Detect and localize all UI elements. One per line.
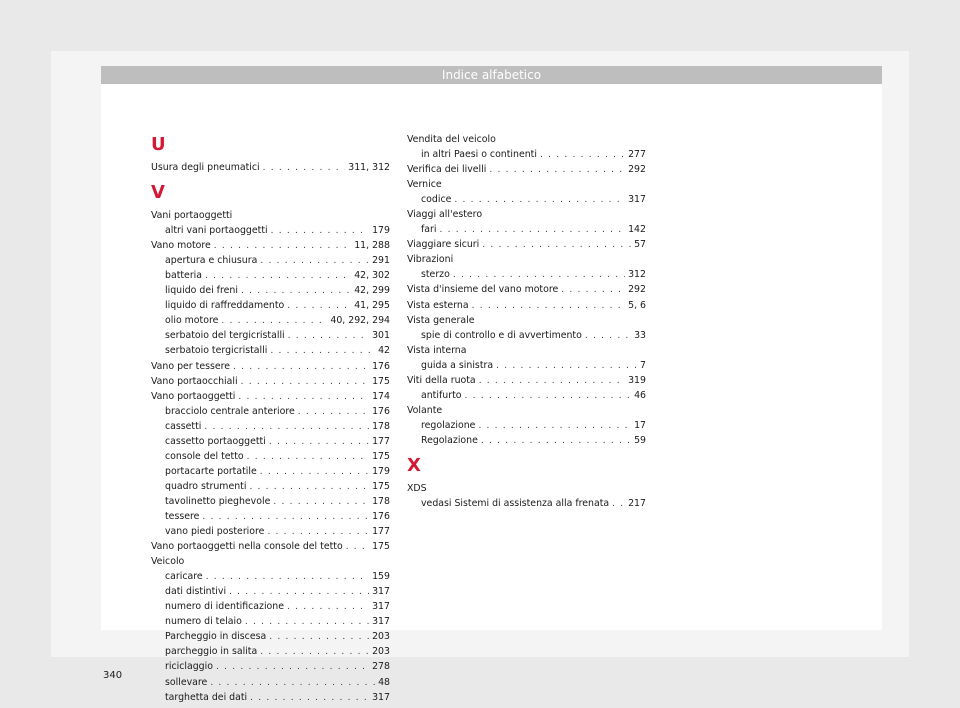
entry-page-ref: 57	[634, 239, 646, 251]
entry-term: riciclaggio	[165, 661, 213, 673]
index-subentry	[151, 690, 390, 705]
index-entry	[407, 162, 646, 177]
dot-leader	[214, 239, 351, 253]
dot-leader	[233, 360, 369, 374]
section-letter: X	[407, 454, 421, 476]
entry-page-ref: 312	[628, 269, 646, 281]
section-letter: V	[151, 182, 165, 204]
index-subentry	[151, 614, 390, 629]
index-subentry	[151, 494, 390, 509]
index-subentry	[407, 267, 646, 282]
entry-page-ref: 278	[372, 661, 390, 673]
entry-term: bracciolo centrale anteriore	[165, 405, 295, 417]
entry-term: Vista interna	[407, 344, 467, 356]
entry-term: cassetti	[165, 420, 202, 432]
index-subentry	[151, 509, 390, 524]
index-entry	[151, 374, 390, 389]
index-column-right	[407, 132, 646, 511]
entry-page-ref: 174	[372, 390, 390, 402]
index-subentry	[151, 313, 390, 328]
entry-page-ref: 317	[372, 601, 390, 613]
entry-term: XDS	[407, 482, 427, 494]
index-entry	[151, 160, 390, 175]
entry-term: apertura e chiusura	[165, 255, 258, 267]
entry-term: Veicolo	[151, 556, 185, 568]
dot-leader	[481, 434, 631, 448]
entry-term: quadro strumenti	[165, 480, 247, 492]
index-entry	[151, 539, 390, 554]
index-entry	[407, 282, 646, 297]
index-subentry	[151, 569, 390, 584]
entry-page-ref: 42, 299	[354, 285, 390, 297]
entry-term: altri vani portaoggetti	[165, 225, 268, 237]
dot-leader	[249, 480, 369, 494]
dot-leader	[287, 299, 351, 313]
index-subentry	[151, 404, 390, 419]
entry-term: Vano portaoggetti nella console del tetto	[151, 541, 343, 553]
entry-page-ref: 317	[628, 194, 646, 206]
entry-term: targhetta dei dati	[165, 691, 248, 703]
entry-page-ref: 176	[372, 360, 390, 372]
entry-page-ref: 175	[372, 480, 390, 492]
dot-leader	[245, 615, 369, 629]
entry-page-ref: 175	[372, 450, 390, 462]
entry-page-ref: 292	[628, 164, 646, 176]
entry-term: sollevare	[165, 676, 208, 688]
index-subentry	[151, 524, 390, 539]
index-subentry	[407, 147, 646, 162]
entry-page-ref: 277	[628, 149, 646, 161]
index-entry	[407, 373, 646, 388]
dot-leader	[202, 510, 369, 524]
entry-page-ref: 177	[372, 526, 390, 538]
index-subentry	[407, 496, 646, 511]
entry-term: liquido dei freni	[165, 285, 238, 297]
index-entry	[407, 252, 646, 267]
entry-page-ref: 203	[372, 631, 390, 643]
entry-page-ref: 33	[634, 329, 646, 341]
index-subentry	[151, 343, 390, 358]
entry-page-ref: 40, 292, 294	[330, 315, 390, 327]
entry-term: in altri Paesi o continenti	[421, 149, 537, 161]
entry-term: cassetto portaoggetti	[165, 435, 266, 447]
dot-leader	[612, 497, 625, 511]
index-subentry	[407, 418, 646, 433]
dot-leader	[269, 630, 369, 644]
entry-page-ref: 175	[372, 541, 390, 553]
entry-term: dati distintivi	[165, 586, 227, 598]
index-entry	[407, 132, 646, 147]
index-subentry	[407, 433, 646, 448]
dot-leader	[346, 540, 369, 554]
entry-term: tavolinetto pieghevole	[165, 495, 271, 507]
entry-term: liquido di raffreddamento	[165, 300, 285, 312]
entry-page-ref: 178	[372, 495, 390, 507]
dot-leader	[478, 419, 631, 433]
dot-leader	[205, 269, 351, 283]
dot-leader	[453, 268, 625, 282]
entry-page-ref: 317	[372, 616, 390, 628]
entry-term: portacarte portatile	[165, 465, 257, 477]
dot-leader	[260, 254, 369, 268]
index-subentry	[407, 388, 646, 403]
dot-leader	[267, 525, 369, 539]
entry-page-ref: 5, 6	[628, 299, 646, 311]
section-letter: U	[151, 134, 166, 155]
entry-term: serbatoio del tergicristalli	[165, 330, 285, 342]
entry-term: fari	[421, 224, 437, 236]
entry-page-ref: 59	[634, 434, 646, 446]
dot-leader	[440, 223, 626, 237]
entry-term: Vano motore	[151, 240, 211, 252]
index-subentry	[407, 222, 646, 237]
index-subentry	[151, 419, 390, 434]
index-entry	[407, 207, 646, 222]
entry-term: batteria	[165, 270, 203, 282]
entry-page-ref: 176	[372, 405, 390, 417]
dot-leader	[287, 600, 369, 614]
entry-page-ref: 203	[372, 646, 390, 658]
entry-page-ref: 42, 302	[354, 270, 390, 282]
entry-term: Viti della ruota	[407, 374, 476, 386]
entry-page-ref: 159	[372, 571, 390, 583]
entry-page-ref: 41, 295	[354, 300, 390, 312]
entry-term: Vista generale	[407, 314, 475, 326]
index-subentry	[151, 283, 390, 298]
entry-term: codice	[421, 194, 452, 206]
dot-leader	[210, 676, 375, 690]
dot-leader	[250, 691, 369, 705]
entry-term: Viaggiare sicuri	[407, 239, 480, 251]
entry-term: Volante	[407, 404, 443, 416]
index-entry	[407, 177, 646, 192]
dot-leader	[269, 435, 369, 449]
dot-leader	[298, 405, 369, 419]
entry-page-ref: 301	[372, 330, 390, 342]
dot-leader	[472, 299, 626, 313]
dot-leader	[464, 389, 631, 403]
dot-leader	[288, 329, 369, 343]
entry-term: Parcheggio in discesa	[165, 631, 267, 643]
entry-term: numero di telaio	[165, 616, 242, 628]
entry-page-ref: 42	[378, 345, 390, 357]
dot-leader	[238, 390, 369, 404]
entry-page-ref: 175	[372, 375, 390, 387]
entry-term: olio motore	[165, 315, 219, 327]
index-subentry	[151, 479, 390, 494]
dot-leader	[263, 161, 346, 175]
entry-term: Vani portaoggetti	[151, 210, 233, 222]
entry-page-ref: 48	[378, 676, 390, 688]
entry-page-ref: 319	[628, 374, 646, 386]
index-subentry	[151, 584, 390, 599]
entry-term: sterzo	[421, 269, 450, 281]
entry-term: Vano portaoggetti	[151, 390, 236, 402]
index-entry	[151, 359, 390, 374]
entry-page-ref: 178	[372, 420, 390, 432]
entry-term: antifurto	[421, 389, 462, 401]
dot-leader	[221, 314, 327, 328]
index-column-left	[151, 132, 390, 705]
dot-leader	[241, 284, 351, 298]
index-subentry	[151, 328, 390, 343]
dot-leader	[247, 450, 369, 464]
entry-term: Vendita del veicolo	[407, 134, 496, 145]
entry-term: guida a sinistra	[421, 359, 494, 371]
entry-page-ref: 179	[372, 465, 390, 477]
index-subentry	[151, 629, 390, 644]
manual-page	[51, 51, 909, 703]
entry-term: Viaggi all'estero	[407, 209, 483, 221]
entry-term: Vibrazioni	[407, 254, 454, 266]
dot-leader	[489, 163, 625, 177]
index-subentry	[151, 659, 390, 674]
index-entry	[151, 208, 390, 223]
index-entry	[407, 313, 646, 328]
dot-leader	[270, 344, 375, 358]
entry-page-ref: 292	[628, 284, 646, 296]
index-subentry	[151, 464, 390, 479]
entry-term: Usura degli pneumatici	[151, 162, 260, 173]
index-subentry	[151, 644, 390, 659]
entry-page-ref: 177	[372, 435, 390, 447]
index-subentry	[151, 675, 390, 690]
entry-page-ref: 176	[372, 510, 390, 522]
index-subentry	[407, 358, 646, 373]
index-subentry	[151, 599, 390, 614]
index-entry	[407, 237, 646, 252]
index-subentry	[151, 449, 390, 464]
dot-leader	[260, 465, 369, 479]
entry-term: spie di controllo e di avvertimento	[421, 329, 582, 341]
entry-page-ref: 311, 312	[348, 162, 390, 173]
index-subentry	[407, 192, 646, 207]
entry-page-ref: 317	[372, 691, 390, 703]
entry-page-ref: 217	[628, 498, 646, 510]
dot-leader	[273, 495, 369, 509]
entry-term: numero di identificazione	[165, 601, 285, 613]
entry-term: Vista esterna	[407, 299, 469, 311]
entry-page-ref: 179	[372, 225, 390, 237]
dot-leader	[585, 329, 631, 343]
entry-term: vano piedi posteriore	[165, 526, 265, 538]
dot-leader	[561, 283, 625, 297]
dot-leader	[204, 420, 369, 434]
entry-term: Regolazione	[421, 434, 478, 446]
dot-leader	[271, 224, 369, 238]
entry-page-ref: 17	[634, 419, 646, 431]
index-subentry	[151, 223, 390, 238]
dot-leader	[229, 585, 369, 599]
dot-leader	[216, 660, 369, 674]
dot-leader	[479, 374, 625, 388]
dot-leader	[540, 148, 625, 162]
index-subentry	[151, 298, 390, 313]
dot-leader	[206, 570, 369, 584]
entry-term: Vernice	[407, 179, 442, 191]
entry-term: vedasi Sistemi di assistenza alla frenata	[421, 498, 610, 510]
page-title: Indice alfabetico	[441, 68, 542, 82]
index-entry	[407, 298, 646, 313]
entry-term: parcheggio in salita	[165, 646, 258, 658]
entry-term: caricare	[165, 571, 203, 583]
dot-leader	[241, 375, 369, 389]
index-entry	[151, 554, 390, 569]
index-entry	[151, 238, 390, 253]
entry-page-ref: 291	[372, 255, 390, 267]
index-entry	[407, 481, 646, 496]
entry-term: regolazione	[421, 419, 476, 431]
dot-leader	[454, 193, 625, 207]
index-subentry	[151, 434, 390, 449]
entry-term: Vano portaocchiali	[151, 375, 238, 387]
dot-leader	[260, 645, 369, 659]
page-number: 340	[103, 670, 123, 681]
entry-term: Vista d'insieme del vano motore	[407, 284, 559, 296]
entry-page-ref: 46	[634, 389, 646, 401]
entry-term: Verifica dei livelli	[407, 164, 487, 176]
index-entry	[407, 403, 646, 418]
entry-page-ref: 142	[628, 224, 646, 236]
entry-page-ref: 7	[640, 359, 646, 371]
index-subentry	[151, 268, 390, 283]
index-subentry	[151, 253, 390, 268]
entry-term: tessere	[165, 510, 200, 522]
index-entry	[151, 389, 390, 404]
index-entry	[407, 343, 646, 358]
entry-term: Vano per tessere	[151, 360, 231, 372]
dot-leader	[482, 238, 631, 252]
dot-leader	[496, 359, 637, 373]
header-bar	[101, 66, 882, 84]
index-subentry	[407, 328, 646, 343]
entry-term: serbatoio tergicristalli	[165, 345, 268, 357]
entry-page-ref: 317	[372, 586, 390, 598]
entry-term: console del tetto	[165, 450, 244, 462]
entry-page-ref: 11, 288	[354, 240, 390, 252]
